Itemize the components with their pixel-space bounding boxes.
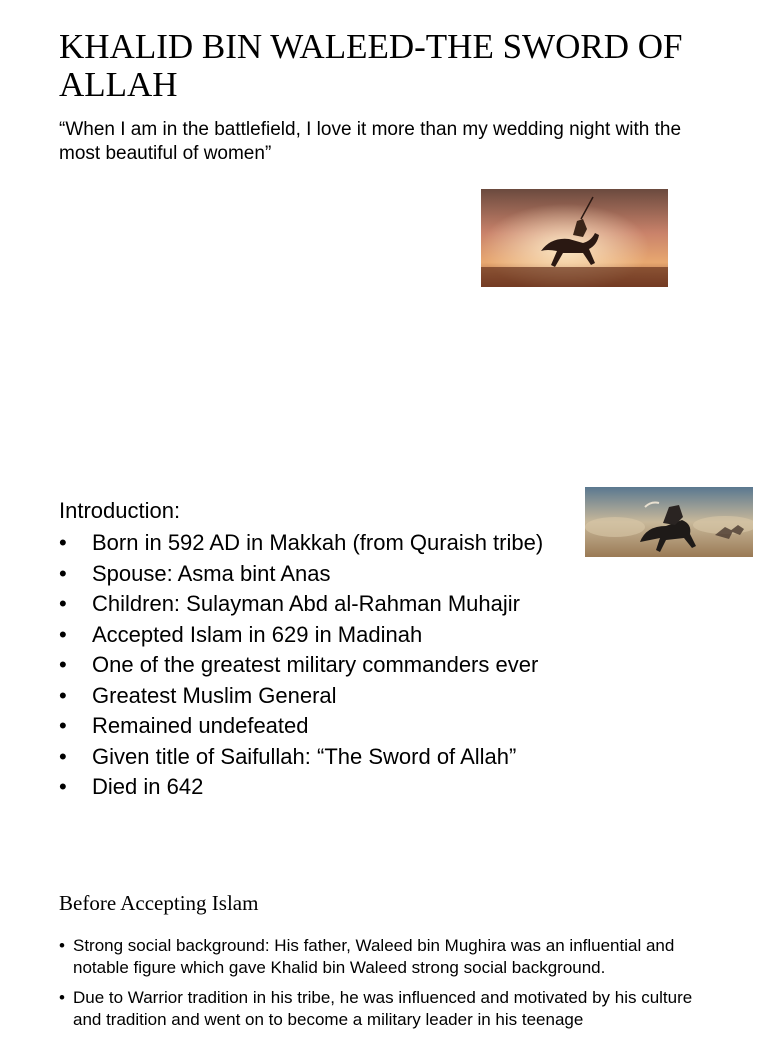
list-item: [59, 772, 543, 803]
list-item-text: Remained undefeated: [92, 713, 309, 738]
list-item: [59, 742, 543, 773]
list-item-text: Died in 642: [92, 774, 204, 799]
list-item-text: Due to Warrior tradition in his tribe, he was influenced and motivated by his culture and tradition and went on to become a military leader in his teenage: [73, 988, 693, 1029]
introduction-list: [59, 528, 543, 803]
list-item-text: Children: Sulayman Abd al-Rahman Muhajir: [92, 591, 520, 616]
introduction-heading: Introduction:: [59, 498, 181, 523]
list-item-text: Given title of Saifullah: “The Sword of Allah”: [92, 743, 517, 769]
list-item-text: Born in 592 AD in Makkah (from Quraish tribe): [92, 530, 544, 555]
bullet-icon: •: [59, 988, 65, 1007]
list-item: [59, 528, 543, 559]
list-item: [59, 589, 543, 620]
list-item: [59, 935, 719, 979]
bullet-icon: •: [59, 774, 67, 799]
bullet-icon: •: [59, 591, 67, 616]
list-item-text: One of the greatest military commanders ever: [92, 652, 539, 677]
quote-text: “When I am in the battlefield, I love it more than my wedding night with the most beautiful of women”: [59, 119, 682, 164]
bullet-icon: •: [59, 936, 65, 955]
list-item-text: Greatest Muslim General: [92, 682, 337, 708]
bullet-icon: •: [59, 621, 67, 647]
list-item: [59, 987, 719, 1031]
page-title: KHALID BIN WALEED-THE SWORD OF ALLAH: [59, 27, 683, 104]
section-heading: Before Accepting Islam: [59, 891, 259, 915]
list-item: [59, 711, 543, 742]
list-item-text: Accepted Islam in 629 in Madinah: [92, 621, 423, 647]
bullet-icon: •: [59, 713, 67, 738]
list-item: [59, 559, 543, 590]
list-item: [59, 681, 543, 712]
list-item: [59, 620, 543, 651]
cavalry-charge-image: [585, 487, 753, 557]
list-item-text: Spouse: Asma bint Anas: [92, 560, 331, 586]
bullet-icon: •: [59, 530, 67, 555]
bullet-icon: •: [59, 560, 67, 586]
list-item-text: Strong social background: His father, Waleed bin Mughira was an influential and notable figure which gave Khalid bin Waleed strong social background.: [73, 936, 675, 977]
before-islam-list: [59, 935, 719, 1039]
horse-rider-sunset-image: [481, 189, 668, 287]
bullet-icon: •: [59, 682, 67, 708]
list-item: [59, 650, 543, 681]
bullet-icon: •: [59, 652, 67, 677]
bullet-icon: •: [59, 743, 67, 769]
